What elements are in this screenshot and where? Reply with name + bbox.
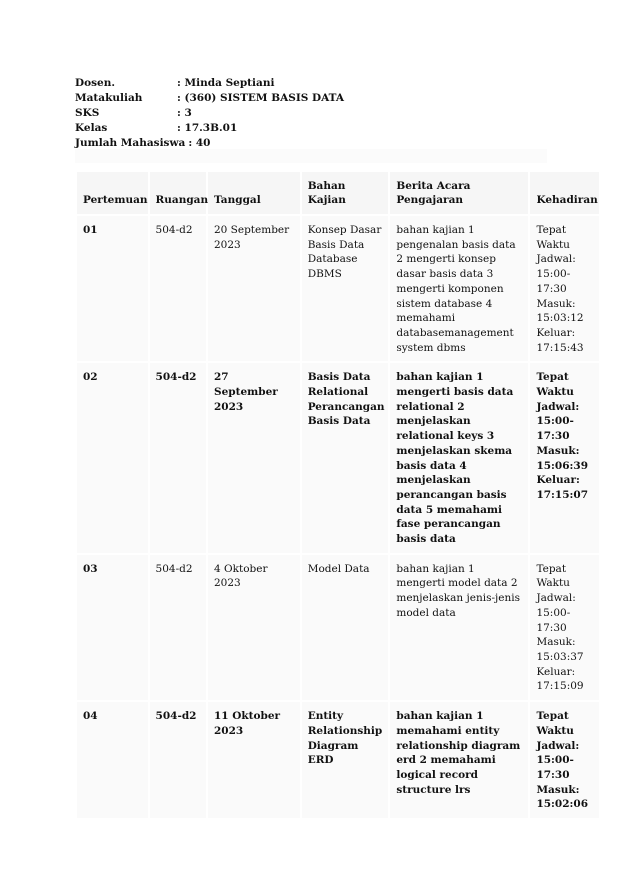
cell-berita-acara: bahan kajian 1 mengerti model data 2 menjelaskan jenis-jenis model data [390,555,528,700]
jumlah-label: Jumlah Mahasiswa [75,137,186,149]
sks-label: SKS [75,107,100,119]
cell-tanggal: 20 September 2023 [208,216,300,361]
jumlah-value: : 40 [188,137,211,149]
matakuliah-row [75,91,344,106]
sks-row [75,106,344,121]
cell-ruangan: 504-d2 [150,216,206,361]
divider-bar [75,149,547,163]
cell-pertemuan: 01 [77,216,148,361]
cell-berita-acara: bahan kajian 1 memahami entity relationship diagram erd 2 memahami logical record structure lrs [390,702,528,818]
cell-ruangan: 504-d2 [150,702,206,818]
cell-kehadiran: Tepat Waktu Jadwal: 15:00-17:30 Masuk: 15:06:39 Keluar: 17:15:07 [530,363,599,552]
attendance-table [75,170,601,820]
course-info [75,76,344,151]
header-pertemuan: Pertemuan [77,172,148,214]
matakuliah-label: Matakuliah [75,92,143,104]
kelas-value: : 17.3B.01 [177,122,238,134]
sks-value: : 3 [177,107,192,119]
cell-berita-acara: bahan kajian 1 mengerti basis data relational 2 menjelaskan relational keys 3 menjelaskan skema basis data 4 menjelaskan perancangan basis data 5 memahami fase perancangan basis data [390,363,528,552]
matakuliah-value: : (360) SISTEM BASIS DATA [177,92,345,104]
header-bahan-kajian: Bahan Kajian [302,172,389,214]
cell-pertemuan: 02 [77,363,148,552]
table-row [77,363,599,552]
header-kehadiran: Kehadiran [530,172,599,214]
kelas-label: Kelas [75,122,108,134]
cell-tanggal: 27 September 2023 [208,363,300,552]
table-row [77,555,599,700]
dosen-label: Dosen. [75,77,115,89]
cell-ruangan: 504-d2 [150,555,206,700]
cell-kehadiran: Tepat Waktu Jadwal: 15:00-17:30 Masuk: 15:03:12 Keluar: 17:15:43 [530,216,599,361]
kelas-row [75,121,344,136]
cell-bahan-kajian: Entity Relationship Diagram ERD [302,702,389,818]
cell-tanggal: 4 Oktober 2023 [208,555,300,700]
cell-kehadiran: Tepat Waktu Jadwal: 15:00-17:30 Masuk: 15:02:06 [530,702,599,818]
cell-pertemuan: 04 [77,702,148,818]
table-row [77,702,599,818]
dosen-row [75,76,344,91]
cell-tanggal: 11 Oktober 2023 [208,702,300,818]
dosen-value: : Minda Septiani [177,77,275,89]
header-ruangan: Ruangan [150,172,206,214]
cell-bahan-kajian: Konsep Dasar Basis Data Database DBMS [302,216,389,361]
cell-bahan-kajian: Model Data [302,555,389,700]
cell-ruangan: 504-d2 [150,363,206,552]
cell-kehadiran: Tepat Waktu Jadwal: 15:00-17:30 Masuk: 15:03:37 Keluar: 17:15:09 [530,555,599,700]
table-header-row [77,172,599,214]
attendance-table-container [75,170,601,820]
cell-berita-acara: bahan kajian 1 pengenalan basis data 2 mengerti konsep dasar basis data 3 mengerti komponen sistem database 4 memahami databasemanagement system dbms [390,216,528,361]
cell-pertemuan: 03 [77,555,148,700]
table-row [77,216,599,361]
header-tanggal: Tanggal [208,172,300,214]
header-berita-acara: Berita Acara Pengajaran [390,172,528,214]
cell-bahan-kajian: Basis Data Relational Perancangan Basis Data [302,363,389,552]
